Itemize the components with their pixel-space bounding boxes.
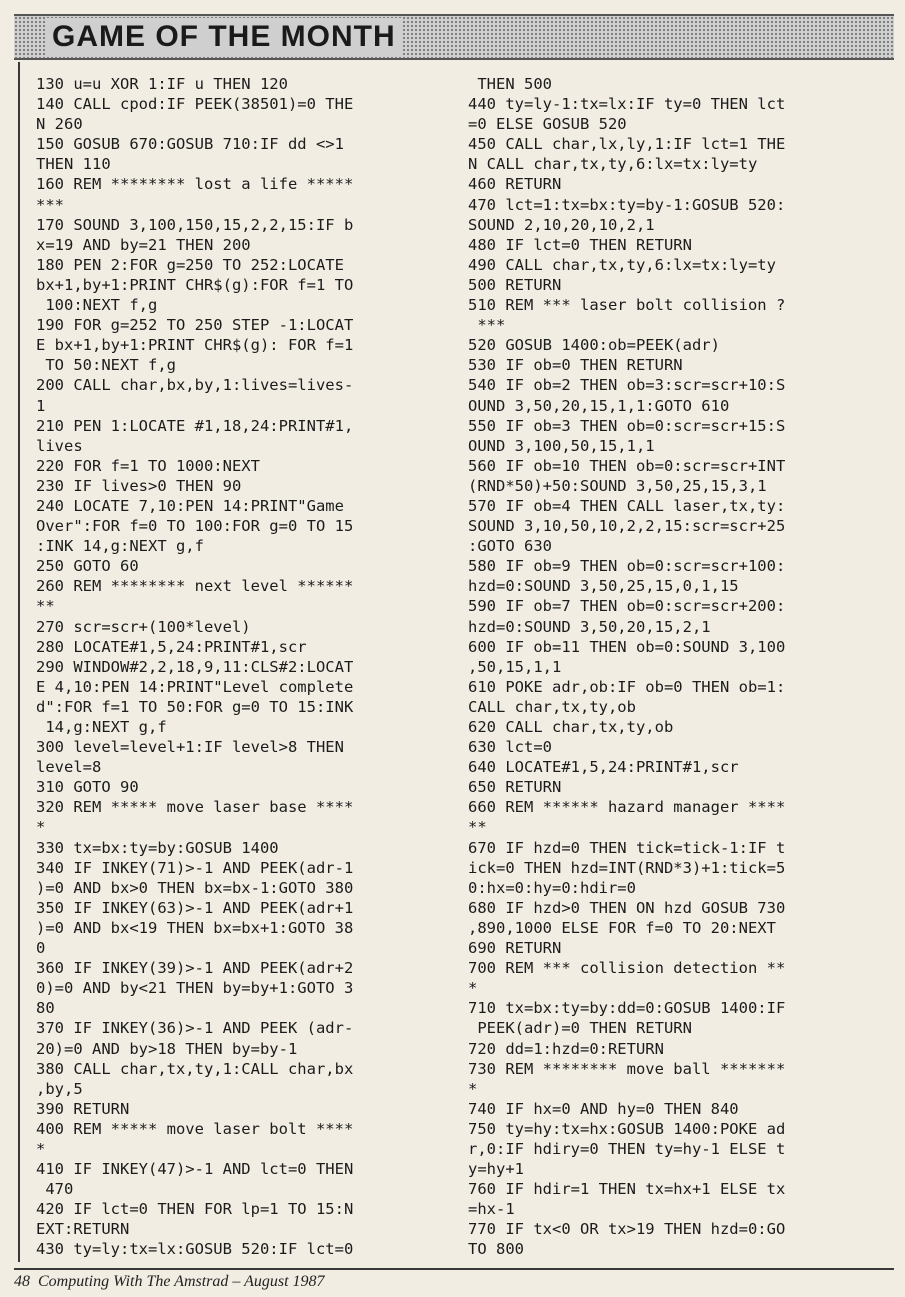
code-line: 490 CALL char,tx,ty,6:lx=tx:ly=ty: [468, 255, 776, 274]
code-line: 20)=0 AND by>18 THEN by=by-1: [36, 1039, 298, 1058]
code-line: level=8: [36, 758, 102, 777]
code-line: N 260: [36, 115, 83, 134]
code-line: *: [468, 1079, 478, 1098]
code-line: 130 u=u XOR 1:IF u THEN 120: [36, 75, 288, 93]
code-line: =hx-1: [468, 1200, 515, 1219]
code-line: **: [468, 818, 487, 837]
code-line: 530 IF ob=0 THEN RETURN: [468, 356, 683, 375]
code-line: THEN 110: [36, 155, 111, 174]
code-line: =0 ELSE GOSUB 520: [468, 115, 627, 134]
code-line: 370 IF INKEY(36)>-1 AND PEEK (adr-: [36, 1019, 354, 1038]
code-line: 260 REM ******** next level ******: [36, 577, 354, 596]
code-line: 620 CALL char,tx,ty,ob: [468, 718, 674, 736]
code-line: 190 FOR g=252 TO 250 STEP -1:LOCAT: [36, 316, 354, 335]
code-line: 500 RETURN: [468, 275, 562, 294]
code-line: 230 IF lives>0 THEN 90: [36, 476, 242, 495]
code-line: E bx+1,by+1:PRINT CHR$(g): FOR f=1: [36, 336, 354, 355]
code-line: 650 RETURN: [468, 778, 562, 797]
code-line: 600 IF ob=11 THEN ob=0:SOUND 3,100: [468, 637, 786, 656]
code-line: 0)=0 AND by<21 THEN by=by+1:GOTO 3: [36, 979, 354, 998]
code-line: 200 CALL char,bx,by,1:lives=lives-: [36, 376, 354, 395]
code-line: 400 REM ***** move laser bolt ****: [36, 1119, 354, 1138]
code-line: N CALL char,tx,ty,6:lx=tx:ly=ty: [468, 155, 758, 174]
code-line: 580 IF ob=9 THEN ob=0:scr=scr+100:: [468, 557, 786, 576]
footer-rule: [14, 1268, 894, 1270]
code-line: 330 tx=bx:ty=by:GOSUB 1400: [36, 838, 279, 857]
code-line: ***: [468, 316, 506, 335]
code-line: )=0 AND bx<19 THEN bx=bx+1:GOTO 38: [36, 918, 354, 937]
listing-right-column: [468, 74, 893, 1260]
code-line: CALL char,tx,ty,ob: [468, 697, 636, 716]
code-line: 100:NEXT f,g: [36, 296, 158, 315]
code-line: 700 REM *** collision detection **: [468, 959, 786, 978]
code-line: 180 PEN 2:FOR g=250 TO 252:LOCATE: [36, 255, 344, 274]
code-line: 660 REM ****** hazard manager ****: [468, 798, 786, 817]
code-line: 670 IF hzd=0 THEN tick=tick-1:IF t: [468, 838, 786, 857]
code-line: x=19 AND by=21 THEN 200: [36, 235, 251, 254]
code-line: 320 REM ***** move laser base ****: [36, 798, 354, 817]
code-line: TO 50:NEXT f,g: [36, 356, 176, 375]
code-line: 560 IF ob=10 THEN ob=0:scr=scr+INT: [468, 456, 786, 475]
code-line: 80: [36, 999, 55, 1018]
code-line: 150 GOSUB 670:GOSUB 710:IF dd <>1: [36, 135, 344, 154]
code-line: **: [36, 597, 55, 616]
code-line: (RND*50)+50:SOUND 3,50,25,15,3,1: [468, 476, 767, 495]
code-line: SOUND 3,10,50,10,2,2,15:scr=scr+25: [468, 517, 786, 536]
code-line: 480 IF lct=0 THEN RETURN: [468, 235, 692, 254]
code-line: *: [36, 818, 46, 837]
code-line: d":FOR f=1 TO 50:FOR g=0 TO 15:INK: [36, 697, 354, 716]
code-line: 410 IF INKEY(47)>-1 AND lct=0 THEN: [36, 1160, 354, 1179]
code-line: *: [468, 979, 478, 998]
code-line: 770 IF tx<0 OR tx>19 THEN hzd=0:GO: [468, 1220, 786, 1239]
left-column-rule: [18, 62, 20, 1262]
code-line: 720 dd=1:hzd=0:RETURN: [468, 1039, 664, 1058]
code-line: ick=0 THEN hzd=INT(RND*3)+1:tick=5: [468, 858, 786, 877]
code-line: 250 GOTO 60: [36, 557, 139, 576]
code-line: :GOTO 630: [468, 537, 552, 556]
code-line: 140 CALL cpod:IF PEEK(38501)=0 THE: [36, 95, 354, 114]
page-footer: [14, 1272, 325, 1292]
code-line: 1: [36, 396, 46, 415]
code-line: SOUND 2,10,20,10,2,1: [468, 215, 655, 234]
code-line: 280 LOCATE#1,5,24:PRINT#1,scr: [36, 637, 307, 656]
code-line: 630 lct=0: [468, 738, 552, 757]
code-line: OUND 3,50,20,15,1,1:GOTO 610: [468, 396, 730, 415]
code-line: 730 REM ******** move ball *******: [468, 1059, 786, 1078]
code-line: 640 LOCATE#1,5,24:PRINT#1,scr: [468, 758, 739, 777]
code-line: 300 level=level+1:IF level>8 THEN: [36, 738, 344, 757]
code-line: 470: [36, 1180, 74, 1199]
page-number: 48: [14, 1273, 30, 1290]
code-line: hzd=0:SOUND 3,50,20,15,2,1: [468, 617, 711, 636]
code-line: 510 REM *** laser bolt collision ?: [468, 296, 786, 315]
code-line: TO 800: [468, 1240, 524, 1259]
code-line: 680 IF hzd>0 THEN ON hzd GOSUB 730: [468, 898, 786, 917]
code-line: 760 IF hdir=1 THEN tx=hx+1 ELSE tx: [468, 1180, 786, 1199]
code-line: 470 lct=1:tx=bx:ty=by-1:GOSUB 520:: [468, 195, 786, 214]
code-line: 740 IF hx=0 AND hy=0 THEN 840: [468, 1099, 739, 1118]
code-line: 390 RETURN: [36, 1099, 130, 1118]
code-line: THEN 500: [468, 75, 552, 93]
code-line: ***: [36, 195, 64, 214]
code-line: PEEK(adr)=0 THEN RETURN: [468, 1019, 692, 1038]
code-line: 570 IF ob=4 THEN CALL laser,tx,ty:: [468, 496, 786, 515]
code-line: 550 IF ob=3 THEN ob=0:scr=scr+15:S: [468, 416, 786, 435]
code-line: 240 LOCATE 7,10:PEN 14:PRINT"Game: [36, 496, 344, 515]
code-line: 520 GOSUB 1400:ob=PEEK(adr): [468, 336, 720, 355]
code-line: 750 ty=hy:tx=hx:GOSUB 1400:POKE ad: [468, 1119, 786, 1138]
code-line: 460 RETURN: [468, 175, 562, 194]
code-line: 270 scr=scr+(100*level): [36, 617, 251, 636]
code-line: bx+1,by+1:PRINT CHR$(g):FOR f=1 TO: [36, 275, 354, 294]
code-line: 220 FOR f=1 TO 1000:NEXT: [36, 456, 260, 475]
code-line: 14,g:NEXT g,f: [36, 718, 167, 736]
code-line: 590 IF ob=7 THEN ob=0:scr=scr+200:: [468, 597, 786, 616]
code-line: Over":FOR f=0 TO 100:FOR g=0 TO 15: [36, 517, 354, 536]
code-line: 350 IF INKEY(63)>-1 AND PEEK(adr+1: [36, 898, 354, 917]
listing-left-column: [36, 74, 456, 1260]
code-line: y=hy+1: [468, 1160, 524, 1179]
code-line: 290 WINDOW#2,2,18,9,11:CLS#2:LOCAT: [36, 657, 354, 676]
code-line: 450 CALL char,lx,ly,1:IF lct=1 THE: [468, 135, 786, 154]
code-line: 0: [36, 939, 46, 958]
code-line: 710 tx=bx:ty=by:dd=0:GOSUB 1400:IF: [468, 999, 786, 1018]
code-line: 690 RETURN: [468, 939, 562, 958]
code-line: 340 IF INKEY(71)>-1 AND PEEK(adr-1: [36, 858, 354, 877]
code-line: ,50,15,1,1: [468, 657, 562, 676]
code-line: lives: [36, 436, 83, 455]
code-line: 0:hx=0:hy=0:hdir=0: [468, 878, 636, 897]
code-line: :INK 14,g:NEXT g,f: [36, 537, 204, 556]
code-line: 440 ty=ly-1:tx=lx:IF ty=0 THEN lct: [468, 95, 786, 114]
code-line: E 4,10:PEN 14:PRINT"Level complete: [36, 677, 354, 696]
code-line: 160 REM ******** lost a life *****: [36, 175, 354, 194]
code-line: 380 CALL char,tx,ty,1:CALL char,bx: [36, 1059, 354, 1078]
code-line: ,by,5: [36, 1079, 83, 1098]
code-line: ,890,1000 ELSE FOR f=0 TO 20:NEXT: [468, 918, 776, 937]
code-line: EXT:RETURN: [36, 1220, 130, 1239]
code-line: 430 ty=ly:tx=lx:GOSUB 520:IF lct=0: [36, 1240, 354, 1259]
publication-credit: Computing With The Amstrad – August 1987: [38, 1273, 325, 1290]
code-line: 420 IF lct=0 THEN FOR lp=1 TO 15:N: [36, 1200, 354, 1219]
code-line: 170 SOUND 3,100,150,15,2,2,15:IF b: [36, 215, 354, 234]
code-line: hzd=0:SOUND 3,50,25,15,0,1,15: [468, 577, 739, 596]
code-line: *: [36, 1139, 46, 1158]
code-line: 210 PEN 1:LOCATE #1,18,24:PRINT#1,: [36, 416, 354, 435]
code-line: OUND 3,100,50,15,1,1: [468, 436, 655, 455]
code-line: 540 IF ob=2 THEN ob=3:scr=scr+10:S: [468, 376, 786, 395]
code-line: )=0 AND bx>0 THEN bx=bx-1:GOTO 380: [36, 878, 354, 897]
code-line: r,0:IF hdiry=0 THEN ty=hy-1 ELSE t: [468, 1139, 786, 1158]
code-line: 310 GOTO 90: [36, 778, 139, 797]
code-line: 610 POKE adr,ob:IF ob=0 THEN ob=1:: [468, 677, 786, 696]
page-title: GAME OF THE MONTH: [46, 18, 402, 56]
code-line: 360 IF INKEY(39)>-1 AND PEEK(adr+2: [36, 959, 354, 978]
